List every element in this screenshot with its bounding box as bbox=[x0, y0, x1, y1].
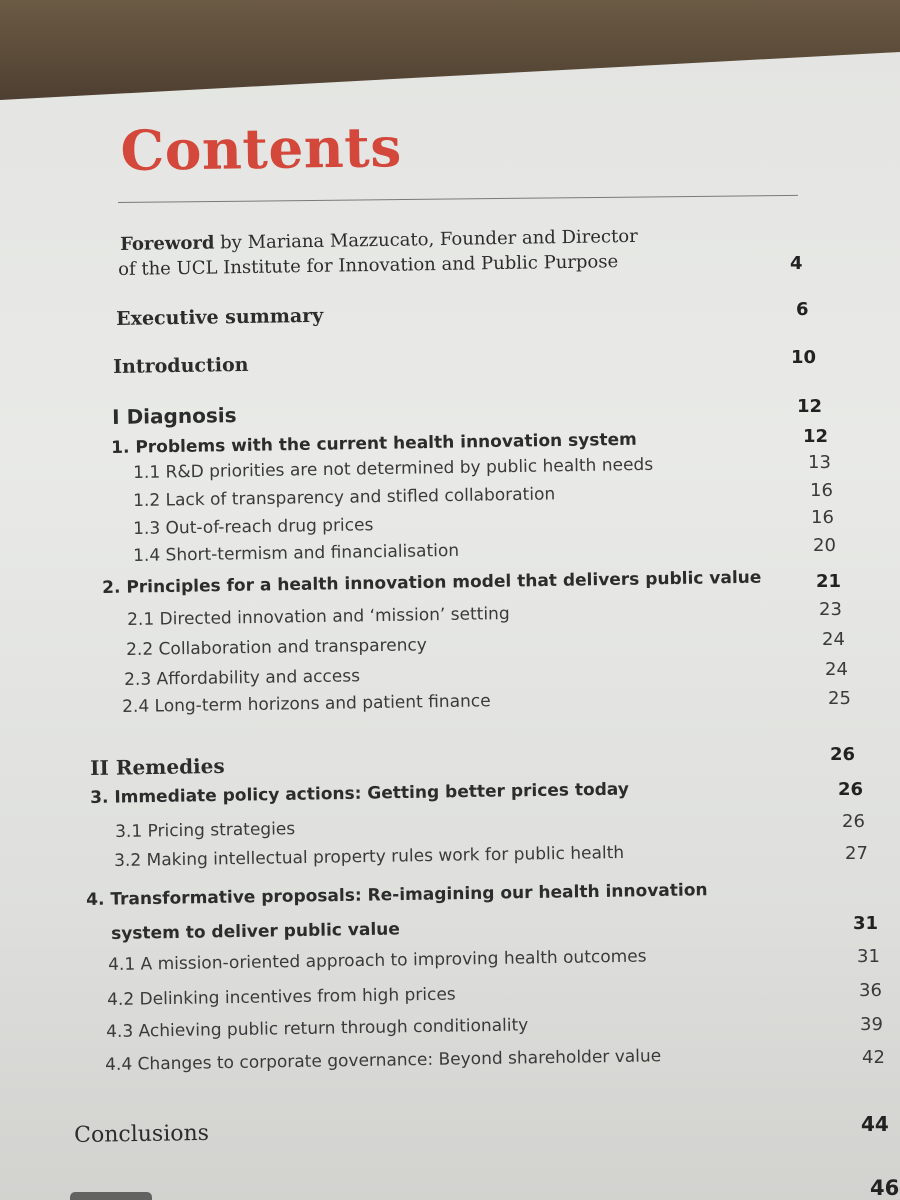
toc-part-diagnosis: I Diagnosis bbox=[112, 403, 237, 429]
page-number: 24 bbox=[822, 629, 845, 650]
toc-entry-executive-summary: Executive summary bbox=[116, 304, 324, 330]
toc-chapter-4: 4. Transformative proposals: Re-imagining our health innovation bbox=[86, 880, 708, 910]
toc-section-2-2: 2.2 Collaboration and transparency bbox=[126, 635, 427, 660]
page-number: 23 bbox=[819, 599, 842, 620]
page-number: 6 bbox=[796, 299, 809, 320]
toc-section-4-3: 4.3 Achieving public return through conditionality bbox=[106, 1015, 529, 1042]
page-number: 26 bbox=[830, 744, 856, 765]
page-number: 42 bbox=[862, 1047, 885, 1068]
foreword-label: Foreword bbox=[120, 232, 215, 255]
page-number: 39 bbox=[860, 1014, 883, 1035]
page-number: 10 bbox=[791, 347, 817, 368]
page-number: 25 bbox=[828, 688, 851, 709]
page-number: 12 bbox=[797, 396, 823, 417]
toc-section-4-2: 4.2 Delinking incentives from high prices bbox=[107, 984, 456, 1010]
toc-section-3-1: 3.1 Pricing strategies bbox=[115, 819, 296, 842]
page-number: 4 bbox=[790, 253, 803, 274]
toc-section-1-1: 1.1 R&D priorities are not determined by public health needs bbox=[133, 454, 654, 483]
page-number: 12 bbox=[803, 426, 829, 447]
toc-section-2-4: 2.4 Long-term horizons and patient finance bbox=[122, 691, 491, 717]
toc-section-1-2: 1.2 Lack of transparency and stifled collaboration bbox=[133, 484, 556, 511]
toc-chapter-1: 1. Problems with the current health innovation system bbox=[111, 429, 637, 458]
page-number: 21 bbox=[816, 571, 842, 592]
toc-chapter-2: 2. Principles for a health innovation model that delivers public value bbox=[102, 567, 762, 598]
page-number: 16 bbox=[811, 507, 834, 528]
toc-entry-introduction: Introduction bbox=[113, 353, 249, 378]
toc-section-2-3: 2.3 Affordability and access bbox=[124, 666, 361, 690]
page-number: 44 bbox=[861, 1112, 889, 1136]
toc-section-1-3: 1.3 Out-of-reach drug prices bbox=[133, 515, 374, 539]
toc-part-remedies: II Remedies bbox=[90, 753, 225, 780]
toc-entry-conclusions: Conclusions bbox=[74, 1120, 210, 1148]
toc-chapter-3: 3. Immediate policy actions: Getting better prices today bbox=[90, 779, 630, 808]
foreword-rest: by Mariana Mazzucato, Founder and Director bbox=[220, 225, 638, 254]
toc-section-4-1: 4.1 A mission-oriented approach to improving health outcomes bbox=[108, 946, 647, 975]
page-number: 26 bbox=[842, 811, 865, 832]
page-number: 24 bbox=[825, 659, 848, 680]
page-number: 26 bbox=[838, 779, 864, 800]
page-number: 27 bbox=[845, 843, 868, 864]
page-number: 46 bbox=[870, 1176, 900, 1200]
cut-off-text-fragment bbox=[70, 1192, 152, 1200]
foreword-line2: of the UCL Institute for Innovation and Public Purpose bbox=[118, 251, 619, 280]
cut-off-entry bbox=[70, 1188, 160, 1200]
toc-chapter-4-line2: system to deliver public value bbox=[111, 919, 400, 944]
toc-section-3-2: 3.2 Making intellectual property rules work for public health bbox=[114, 842, 625, 871]
page-number: 13 bbox=[808, 452, 831, 473]
page-number: 31 bbox=[857, 946, 880, 967]
page-number: 16 bbox=[810, 480, 833, 501]
page-number: 36 bbox=[859, 980, 882, 1001]
page-number: 31 bbox=[853, 913, 879, 934]
toc-section-4-4: 4.4 Changes to corporate governance: Beyond shareholder value bbox=[105, 1046, 662, 1075]
page-number: 20 bbox=[813, 535, 836, 556]
toc-section-1-4: 1.4 Short-termism and financialisation bbox=[133, 540, 460, 566]
toc-section-2-1: 2.1 Directed innovation and ‘mission’ setting bbox=[127, 603, 510, 630]
page-title: Contents bbox=[120, 114, 403, 183]
